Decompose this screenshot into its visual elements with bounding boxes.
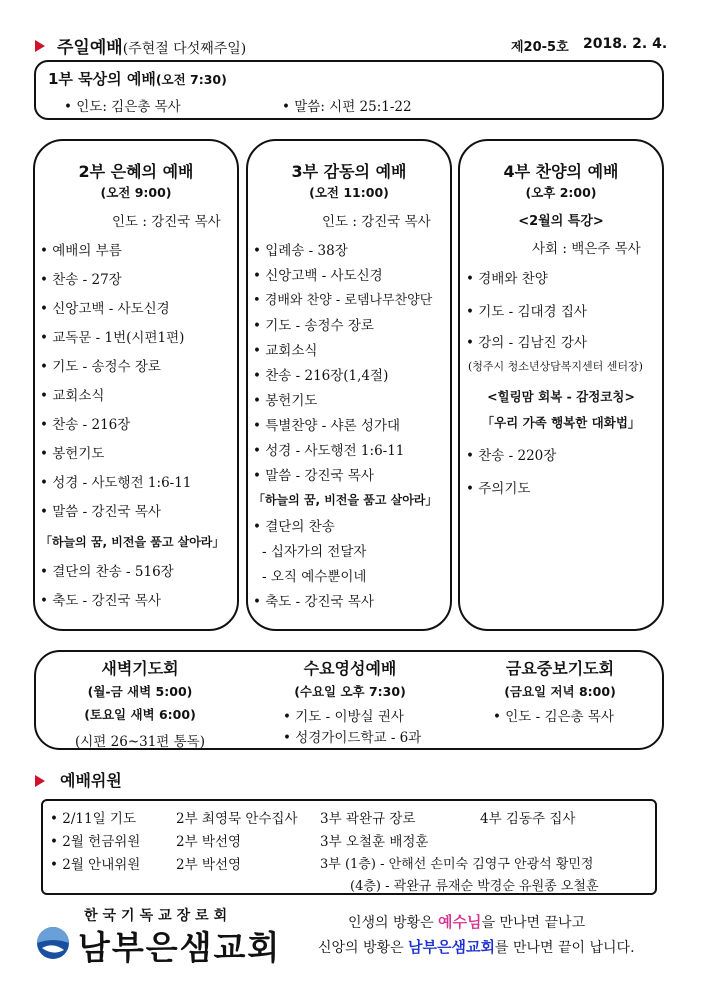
service1-heading: 1부 묵상의 예배(오전 7:30): [48, 70, 227, 88]
service4-host: 사회 : 백은주 목사: [532, 241, 641, 257]
list-item: • 찬송 - 27장: [40, 272, 122, 288]
list-item: • 성경 - 사도행전 1:6-11: [40, 475, 192, 491]
motto-line-2: 신앙의 방황은 남부은샘교회를 만나면 끝이 납니다.: [318, 938, 635, 956]
issue-date: 2018. 2. 4.: [583, 36, 668, 52]
service2-title: 2부 은혜의 예배: [78, 162, 194, 181]
wednesday-prayer: • 기도 - 이방실 권사: [283, 709, 404, 725]
special-lecture-label: <2월의 특강>: [518, 214, 604, 229]
lecture-subtitle: 「우리 가족 행복한 대화법」: [481, 415, 641, 430]
list-item: • 찬송 - 216장(1,4절): [253, 368, 389, 384]
page-title: 주일예배(주현절 다섯째주일): [57, 38, 247, 58]
list-item: • 찬송 - 220장: [466, 448, 557, 464]
list-item: - 오직 예수뿐이네: [262, 569, 367, 585]
list-item: • 경배와 찬양 - 로뎀나무찬양단: [253, 293, 433, 308]
service2-leader: 인도 : 강진국 목사: [112, 214, 221, 230]
list-item: • 주의기도: [466, 481, 531, 497]
list-item: • 봉헌기도: [253, 393, 318, 409]
committee-row-2nd: 2부 최영묵 안수집사: [176, 811, 298, 827]
committee-row-2nd: 2부 박선영: [176, 834, 242, 850]
list-item: • 신앙고백 - 사도신경: [40, 301, 170, 317]
list-item: • 특별찬양 - 샤론 성가대: [253, 418, 401, 434]
church-logo-icon: [36, 926, 70, 960]
list-item: • 찬송 - 216장: [40, 417, 131, 433]
denomination-name: 한국기독교장로회: [84, 908, 233, 924]
dawn-prayer-sat-time: (토요일 새벽 6:00): [84, 707, 196, 722]
service4-title: 4부 찬양의 예배: [503, 162, 619, 181]
header-bullet-icon: [35, 40, 45, 52]
dawn-prayer-reading: (시편 26~31편 통독): [75, 734, 205, 750]
service3-leader: 인도 : 강진국 목사: [322, 214, 431, 230]
list-item: • 축도 - 강진국 목사: [40, 593, 161, 609]
list-item: - 십자가의 전달자: [262, 544, 367, 560]
wednesday-title: 수요영성예배: [303, 659, 397, 678]
list-item: • 예배의 부름: [40, 243, 122, 259]
church-name: 남부은샘교회: [78, 928, 282, 967]
committee-row-3rd: 3부 오철훈 배정훈: [320, 834, 429, 850]
committee-title: 예배위원: [60, 771, 122, 790]
list-item: • 교독문 - 1번(시편1편): [40, 330, 185, 346]
list-item: • 봉헌기도: [40, 446, 105, 462]
service3-title: 3부 감동의 예배: [291, 162, 407, 181]
committee-row-4th: 4부 김동주 집사: [480, 811, 576, 827]
dawn-prayer-title: 새벽기도회: [101, 659, 179, 678]
list-item: • 신앙고백 - 사도신경: [253, 268, 383, 284]
list-item: • 교회소식: [40, 388, 105, 404]
list-item: • 기도 - 송정수 장로: [40, 359, 161, 375]
friday-time: (금요일 저녁 8:00): [504, 684, 616, 699]
wednesday-bible-school: • 성경가이드학교 - 6과: [283, 730, 422, 746]
committee-row-4th-floor: (4층) - 곽완규 류재순 박경순 유원종 오철훈: [350, 879, 599, 894]
committee-row-label: • 2월 헌금위원: [50, 834, 141, 850]
list-item: • 결단의 찬송: [253, 519, 335, 535]
dawn-prayer-time: (월-금 새벽 5:00): [87, 684, 193, 699]
committee-row-3rd: 3부 (1층) - 안해선 손미숙 김영구 안광석 황민정: [320, 857, 594, 872]
list-item: • 결단의 찬송 - 516장: [40, 564, 174, 580]
committee-row-label: • 2월 안내위원: [50, 857, 141, 873]
service4-time: (오후 2:00): [525, 185, 597, 200]
wednesday-time: (수요일 오후 7:30): [294, 684, 406, 699]
list-item: • 경배와 찬양: [466, 271, 548, 287]
list-item: • 기도 - 김대경 집사: [466, 304, 587, 320]
service1-leader: • 인도: 김은총 목사: [64, 99, 181, 115]
service3-time: (오전 11:00): [309, 185, 389, 200]
issue-number: 제20-5호: [511, 40, 569, 55]
lecturer-org: (청주시 청소년상담복지센터 센터장): [468, 360, 643, 373]
committee-row-3rd: 3부 곽완규 장로: [320, 811, 416, 827]
service1-sermon: • 말씀: 시편 25:1-22: [282, 99, 412, 115]
list-item: • 교회소식: [253, 343, 318, 359]
list-item: • 기도 - 송정수 장로: [253, 318, 374, 334]
list-item: • 말씀 - 강진국 목사: [253, 468, 374, 484]
friday-title: 금요중보기도회: [505, 659, 615, 678]
list-item: • 성경 - 사도행전 1:6-11: [253, 443, 405, 459]
service2-time: (오전 9:00): [100, 185, 172, 200]
committee-bullet-icon: [35, 775, 45, 787]
motto-line-1: 인생의 방황은 예수님을 만나면 끝나고: [348, 913, 586, 931]
lecture-title: <힐링맘 회복 - 감정코칭>: [487, 389, 635, 404]
committee-row-2nd: 2부 박선영: [176, 857, 242, 873]
list-item: • 입례송 - 38장: [253, 243, 348, 259]
sermon-title: 「하늘의 꿈, 비전을 품고 살아라」: [40, 535, 225, 549]
list-item: • 축도 - 강진국 목사: [253, 594, 374, 610]
committee-row-label: • 2/11일 기도: [50, 811, 136, 827]
list-item: • 강의 - 김남진 강사: [466, 335, 587, 351]
list-item: • 말씀 - 강진국 목사: [40, 504, 161, 520]
sermon-title: 「하늘의 꿈, 비전을 품고 살아라」: [253, 493, 438, 507]
friday-leader: • 인도 - 김은총 목사: [493, 709, 614, 725]
